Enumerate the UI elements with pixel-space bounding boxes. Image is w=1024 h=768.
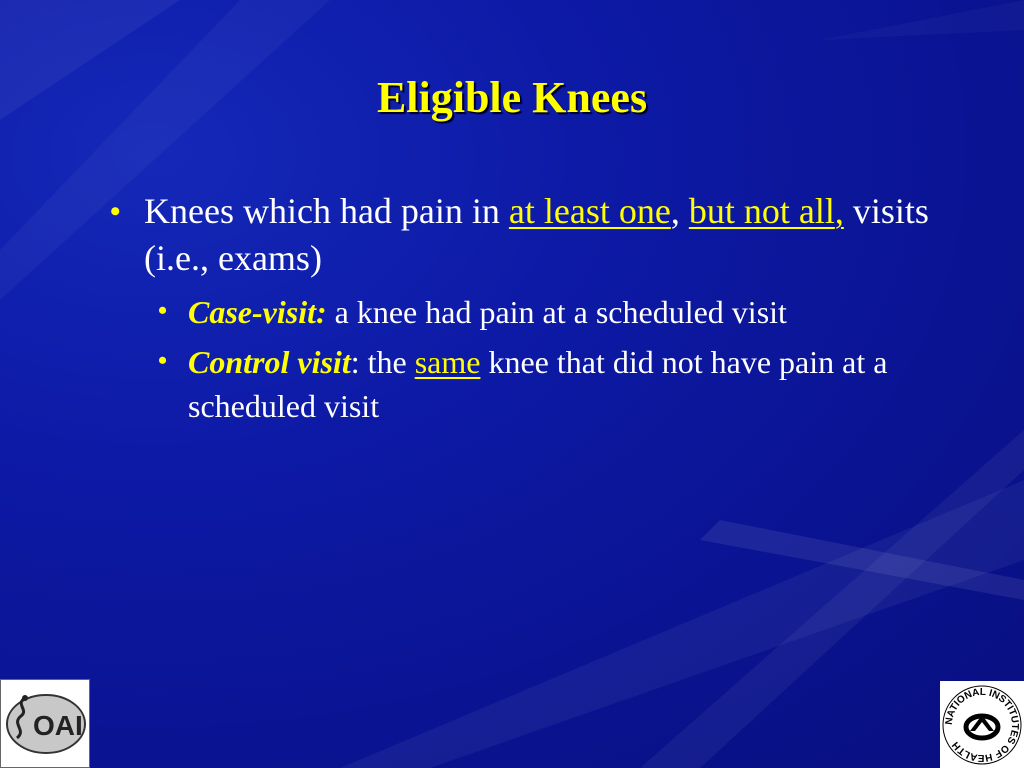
subbullet-control-visit <box>158 340 988 428</box>
term-case-visit: Case-visit: <box>188 294 327 330</box>
bullet-eligible-knees <box>110 188 979 282</box>
highlight-but-not-all: but not all <box>688 191 835 231</box>
bullet-dot-icon: • <box>158 296 168 325</box>
case-visit-definition: a knee had pain at a scheduled visit <box>326 294 787 330</box>
bullet1-separator: , <box>670 191 689 231</box>
highlight-comma: , <box>834 191 844 231</box>
bullet1-suffix: visits (i.e., exams) <box>144 191 929 278</box>
subbullet-case-visit <box>158 290 988 334</box>
bullet-dot-icon: • <box>158 346 168 375</box>
svg-text:OAI: OAI <box>33 710 83 741</box>
oai-logo <box>0 679 90 768</box>
bullet1-prefix: Knees which had pain in <box>144 191 509 231</box>
term-control-visit: Control visit <box>188 344 351 380</box>
highlight-same: same <box>414 344 481 380</box>
nih-logo <box>940 681 1024 768</box>
svg-text:NATIONAL INSTITUTES OF HEALTH: NATIONAL INSTITUTES OF HEALTH <box>943 686 1021 764</box>
oai-logo-icon <box>1 680 89 767</box>
control-visit-text-a: : the <box>350 344 415 380</box>
slide-body <box>110 188 1010 434</box>
slide-title: Eligible Knees <box>376 73 648 122</box>
highlight-at-least-one: at least one <box>508 191 671 231</box>
control-visit-text-b: knee that did not have pain at a scheduled visit <box>188 344 888 424</box>
nih-seal-icon <box>940 681 1024 768</box>
bullet-dot-icon: • <box>110 195 121 228</box>
